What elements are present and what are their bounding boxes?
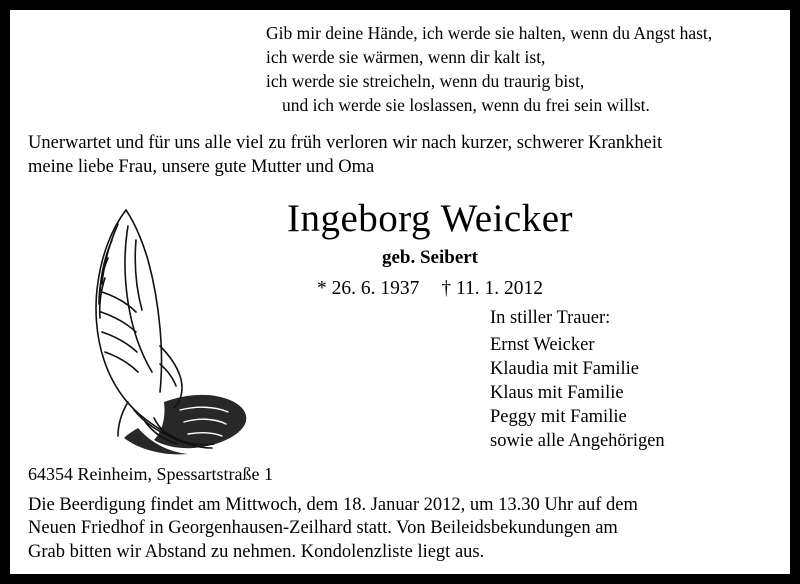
deceased-name: Ingeborg Weicker: [286, 197, 574, 241]
mourner-name: Klaudia mit Familie: [490, 359, 640, 380]
funeral-line: Neuen Friedhof in Georgenhausen-Zeilhard statt. Von Beileidsbekundungen am: [28, 518, 618, 539]
maiden-name: geb. Seibert: [381, 247, 479, 269]
death-date: † 11. 1. 2012: [441, 278, 544, 300]
obituary-inner: [10, 10, 790, 574]
poem-line: ich werde sie wärmen, wenn dir kalt ist,: [266, 46, 546, 67]
mourner-name: Ernst Weicker: [490, 335, 595, 356]
poem-line: und ich werde sie loslassen, wenn du frei sein willst.: [282, 94, 650, 115]
praying-hands-icon: [68, 196, 258, 456]
mourner-name: Klaus mit Familie: [490, 383, 624, 404]
footer-block: [28, 464, 776, 564]
mourners-block: [490, 306, 665, 453]
address-line: 64354 Reinheim, Spessartstraße 1: [28, 463, 273, 484]
intro-line: meine liebe Frau, unsere gute Mutter und Oma: [28, 156, 375, 177]
mourners-lead: In stiller Trauer:: [490, 308, 611, 328]
birth-date: * 26. 6. 1937: [316, 278, 420, 300]
poem-line: Gib mir deine Hände, ich werde sie halten, wenn du Angst hast,: [266, 23, 713, 43]
poem-line: ich werde sie streicheln, wenn du traurig bist,: [266, 70, 585, 91]
poem-block: [266, 22, 772, 118]
mourner-name: Peggy mit Familie: [490, 407, 627, 428]
funeral-details: [28, 494, 776, 564]
intro-line: Unerwartet und für uns alle viel zu früh verloren wir nach kurzer, schwerer Krankheit: [28, 132, 663, 153]
mourner-name: sowie alle Angehörigen: [490, 431, 665, 452]
intro-paragraph: [28, 132, 772, 179]
funeral-line: Die Beerdigung findet am Mittwoch, dem 18. Januar 2012, um 13.30 Uhr auf dem: [28, 494, 638, 515]
funeral-line: Grab bitten wir Abstand zu nehmen. Kondolenzliste liegt aus.: [28, 541, 485, 562]
